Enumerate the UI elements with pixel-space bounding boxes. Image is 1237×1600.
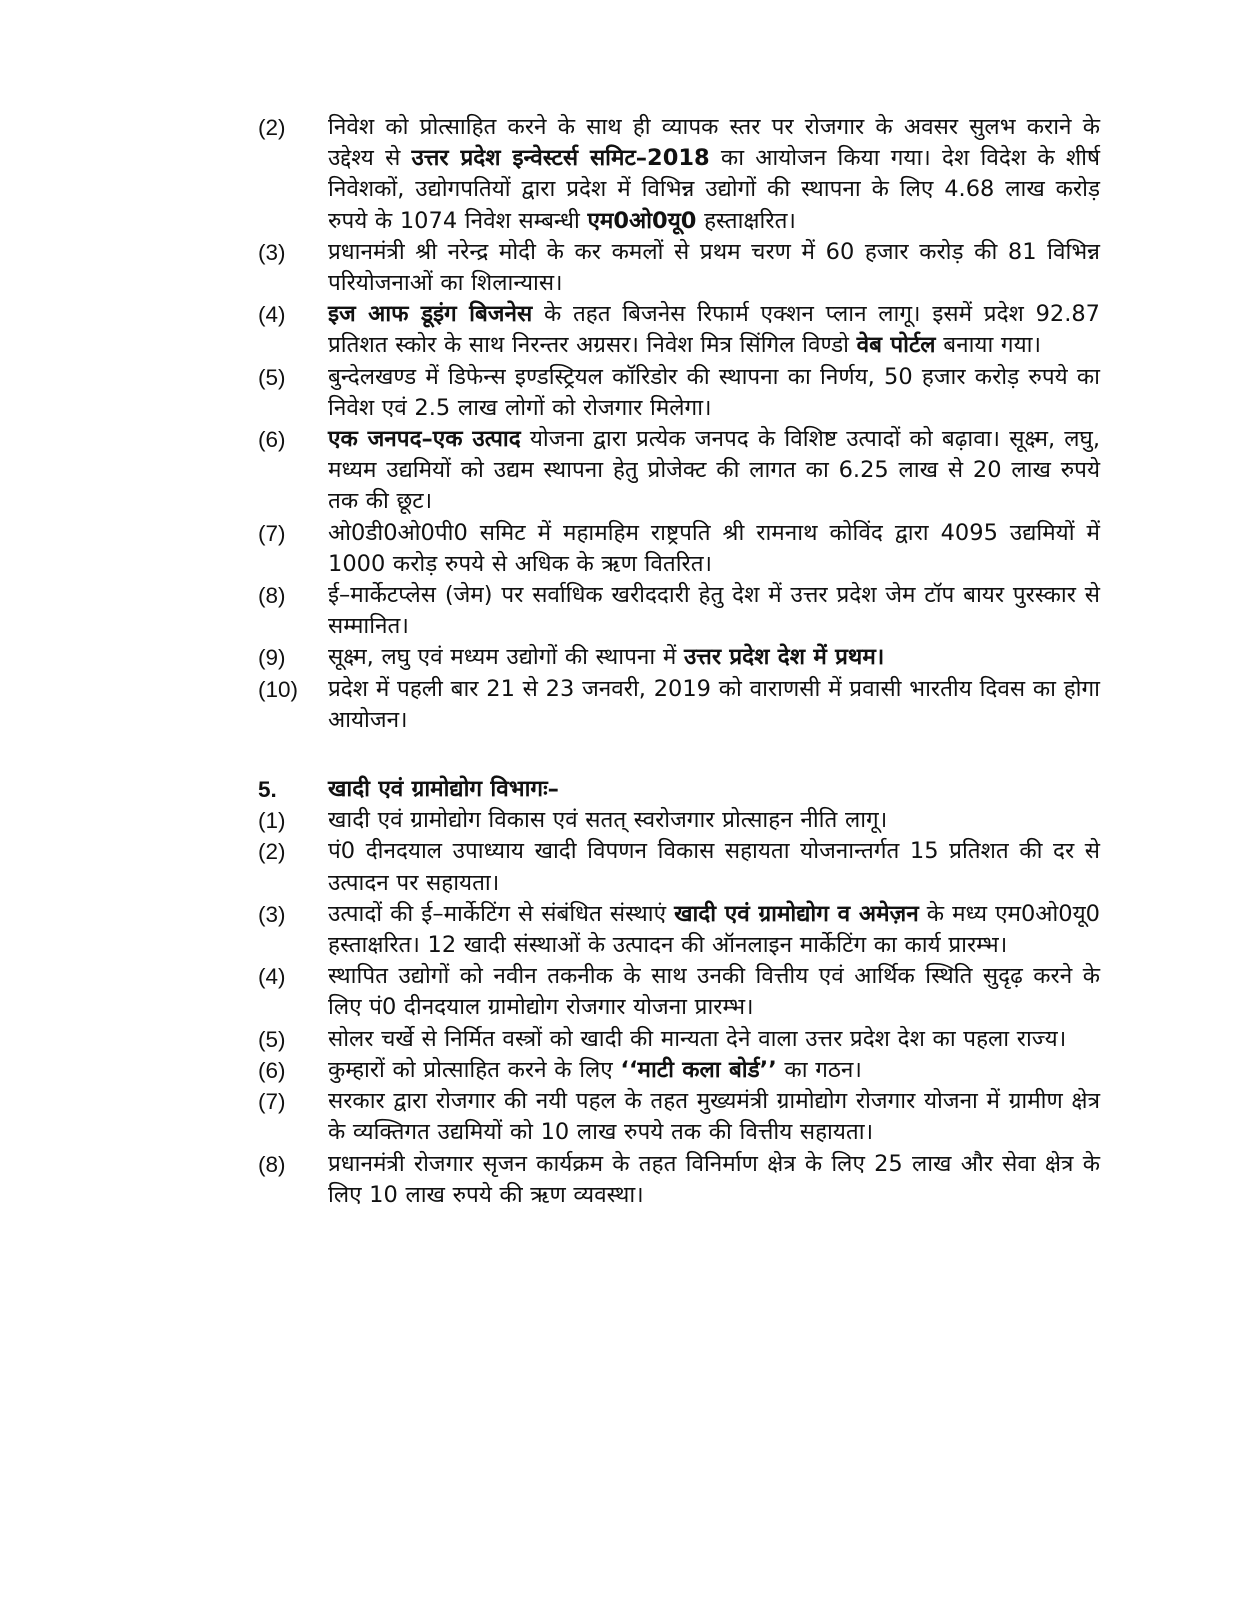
item-text <box>328 1024 1100 1055</box>
document-page <box>258 112 1100 1211</box>
text-segment: कुम्हारों को प्रोत्साहित करने के लिए <box>328 1056 621 1083</box>
item-number: (2) <box>258 115 286 140</box>
item-text <box>328 424 1100 518</box>
item-text <box>328 805 1100 836</box>
list-item <box>258 805 1100 836</box>
item-number: (3) <box>258 901 286 927</box>
bold-text: वेब पोर्टल <box>856 332 936 359</box>
list-item <box>258 1149 1100 1211</box>
list-item <box>258 237 1100 299</box>
section-5-heading <box>258 774 1100 805</box>
bold-text: इज आफ डूइंग बिजनेस <box>328 301 533 328</box>
list-item <box>258 299 1100 361</box>
list-item <box>258 642 1100 673</box>
text-segment: पं0 दीनदयाल उपाध्याय खादी विपणन विकास सहायता योजनान्तर्गत 15 प्रतिशत की दर से उत्पादन पर सहायता। <box>328 838 1100 896</box>
list-item <box>258 836 1100 898</box>
item-number: (4) <box>258 964 286 990</box>
text-segment: सूक्ष्म, लघु एवं मध्यम उद्योगों की स्थापना में <box>328 644 684 671</box>
item-text <box>328 362 1100 424</box>
item-number: (1) <box>258 808 286 834</box>
section-5-number: 5. <box>258 777 277 803</box>
list-item <box>258 362 1100 424</box>
list-item <box>258 674 1100 736</box>
item-text <box>328 674 1100 736</box>
text-segment: प्रधानमंत्री रोजगार सृजन कार्यक्रम के तहत विनिर्माण क्षेत्र के लिए 25 लाख और सेवा क्षेत्र के लिए 10 लाख रुपये की ऋण व्यवस्था। <box>328 1150 1100 1208</box>
text-segment: के मध्य एम0ओ0यू0 हस्ताक्षरित। 12 खादी संस्थाओं के उत्पादन की ऑनलाइन मार्केटिंग का कार्य प्रारम्भ। <box>328 900 1100 959</box>
text-segment: खादी एवं ग्रामोद्योग विकास एवं सतत् स्वरोजगार प्रोत्साहन नीति लागू। <box>328 807 888 834</box>
item-text <box>328 299 1100 361</box>
item-number: (7) <box>258 1089 286 1115</box>
item-text <box>328 237 1100 299</box>
text-segment: स्थापित उद्योगों को नवीन तकनीक के साथ उनकी वित्तीय एवं आर्थिक स्थिति सुदृढ़ करने के लिए पं0 दीनदयाल ग्रामोद्योग रोजगार योजना प्रारम्भ। <box>328 963 1100 1021</box>
text-segment: हस्ताक्षरित। <box>696 207 796 234</box>
item-number: (8) <box>258 1151 286 1177</box>
item-text <box>328 1086 1100 1148</box>
list-item <box>258 424 1100 518</box>
item-number: (9) <box>258 645 286 671</box>
item-number: (10) <box>258 676 299 702</box>
text-segment: बनाया गया। <box>935 332 1041 359</box>
bold-text: उत्तर प्रदेश देश में प्रथम। <box>683 644 885 671</box>
text-segment: बुन्देलखण्ड में डिफेन्स इण्डस्ट्रियल कॉरिडोर की स्थापना का निर्णय, 50 हजार करोड़ रुपये का निवेश एवं 2.5 लाख लोगों को रोजगार मिलेगा। <box>328 363 1100 421</box>
item-text <box>328 112 1100 237</box>
item-text <box>328 518 1100 580</box>
bold-text: ‘‘माटी कला बोर्ड’’ <box>620 1056 777 1083</box>
item-text <box>328 1055 1100 1086</box>
text-segment: प्रधानमंत्री श्री नरेन्द्र मोदी के कर कमलों से प्रथम चरण में 60 हजार करोड़ की 81 विभिन्न परियोजनाओं का शिलान्यास। <box>328 238 1100 297</box>
item-text <box>328 642 1100 673</box>
item-text <box>328 580 1100 642</box>
item-text <box>328 836 1100 898</box>
section-4-list <box>258 112 1100 736</box>
text-segment: प्रदेश में पहली बार 21 से 23 जनवरी, 2019 को वाराणसी में प्रवासी भारतीय दिवस का होगा आयोजन। <box>328 675 1100 733</box>
list-item <box>258 1055 1100 1086</box>
text-segment: निवेश को प्रोत्साहित करने के साथ ही व्यापक स्तर पर रोजगार के अवसर सुलभ कराने के उद्देश्य से <box>328 114 1100 172</box>
item-number: (2) <box>258 839 286 865</box>
list-item <box>258 518 1100 580</box>
bold-text: एक जनपद–एक उत्पाद <box>328 426 521 453</box>
item-number: (5) <box>258 1026 286 1052</box>
list-item <box>258 1086 1100 1148</box>
text-segment: ओ0डी0ओ0पी0 समिट में महामहिम राष्ट्रपति श्री रामनाथ कोविंद द्वारा 4095 उद्यमियों में 1000 करोड़ रुपये से अधिक के ऋण वितरित। <box>328 519 1100 577</box>
section-5-title: खादी एवं ग्रामोद्योग विभागः– <box>328 776 559 803</box>
text-segment: योजना द्वारा प्रत्येक जनपद के विशिष्ट उत्पादों को बढ़ावा। सूक्ष्म, लघु, मध्यम उद्यमियों को उद्यम स्थापना हेतु प्रोजेक्ट की लागत का 6.25 लाख से 20 लाख रुपये तक की छूट। <box>328 426 1100 515</box>
list-item <box>258 112 1100 237</box>
list-item <box>258 961 1100 1023</box>
item-number: (7) <box>258 520 286 546</box>
section-5-list <box>258 805 1100 1211</box>
text-segment: का गठन। <box>776 1056 862 1083</box>
text-segment: के तहत बिजनेस रिफार्म एक्शन प्लान लागू। इसमें प्रदेश 92.87 प्रतिशत स्कोर के साथ निरन्तर अग्रसर। निवेश मित्र सिंगिल विण्डो <box>328 301 1100 359</box>
item-text <box>328 1149 1100 1211</box>
list-item <box>258 580 1100 642</box>
item-text <box>328 961 1100 1023</box>
list-item <box>258 1024 1100 1055</box>
text-segment: सोलर चर्खे से निर्मित वस्त्रों को खादी की मान्यता देने वाला उत्तर प्रदेश देश का पहला राज्य। <box>328 1025 1067 1052</box>
item-number: (4) <box>258 302 286 328</box>
item-number: (3) <box>258 239 286 265</box>
text-segment: सरकार द्वारा रोजगार की नयी पहल के तहत मुख्यमंत्री ग्रामोद्योग रोजगार योजना में ग्रामीण क्षेत्र के व्यक्तिगत उद्यमियों को 10 लाख रुपये तक की वित्तीय सहायता। <box>328 1088 1100 1146</box>
item-number: (6) <box>258 1057 286 1083</box>
bold-text: उत्तर प्रदेश इन्वेस्टर्स समिट–2018 <box>411 145 710 172</box>
text-segment: ई–मार्केटप्लेस (जेम) पर सर्वाधिक खरीददारी हेतु देश में उत्तर प्रदेश जेम टॉप बायर पुरस्कार से सम्मानित। <box>328 582 1100 640</box>
text-segment: उत्पादों की ई–मार्केटिंग से संबंधित संस्थाएं <box>328 900 675 927</box>
item-number: (8) <box>258 583 286 609</box>
bold-text: खादी एवं ग्रामोद्योग व अमेज़न <box>674 900 919 927</box>
list-item <box>258 899 1100 961</box>
text-segment: का आयोजन किया गया। देश विदेश के शीर्ष निवेशकों, उद्योगपतियों द्वारा प्रदेश में विभिन्न उद्योगों की स्थापना के लिए 4.68 लाख करोड़ रुपये के 1074 निवेश सम्बन्धी <box>328 145 1100 234</box>
item-number: (5) <box>258 364 286 390</box>
item-number: (6) <box>258 427 286 453</box>
bold-text: एम0ओ0यू0 <box>587 207 697 234</box>
item-text <box>328 899 1100 961</box>
